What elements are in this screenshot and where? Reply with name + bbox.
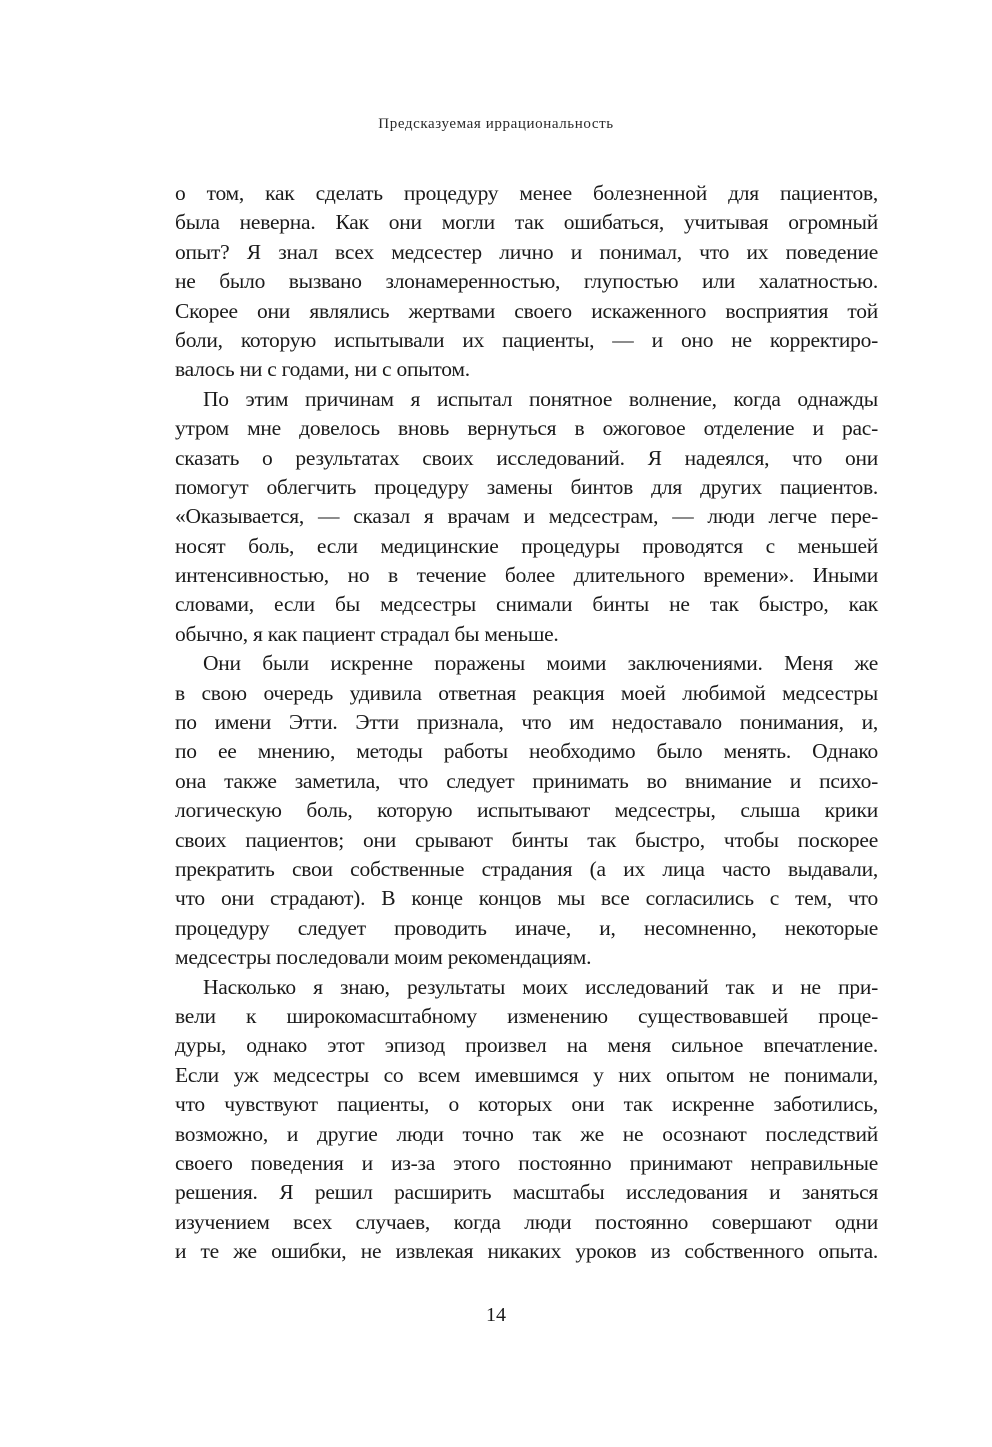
- paragraph: [175, 385, 878, 650]
- text-line: опыт? Я знал всех медсестер лично и понимал, что их поведение: [175, 239, 878, 264]
- text-line: своих пациентов; они срывают бинты так быстро, чтобы поскорее: [175, 827, 878, 852]
- text-line: логическую боль, которую испытывают медсестры, слыша крики: [175, 798, 878, 823]
- text-line: Насколько я знаю, результаты моих исследований так и не при-: [203, 974, 878, 999]
- text-line: медсестры последовали моим рекомендациям.: [175, 945, 592, 970]
- text-line: боли, которую испытывали их пациенты, — и оно не корректиро-: [175, 327, 878, 352]
- text-line: в свою очередь удивила ответная реакция моей любимой медсестры: [175, 680, 878, 705]
- text-line: дуры, однако этот эпизод произвел на меня сильное впечатление.: [175, 1033, 878, 1058]
- paragraph: [175, 179, 878, 385]
- text-line: изучением всех случаев, когда люди постоянно совершают одни: [175, 1209, 878, 1234]
- text-line: сказать о результатах своих исследований. Я надеялся, что они: [175, 445, 878, 470]
- text-line: словами, если бы медсестры снимали бинты не так быстро, как: [175, 592, 878, 617]
- text-line: прекратить свои собственные страдания (а их лица часто выдавали,: [175, 856, 878, 881]
- text-line: «Оказывается, — сказал я врачам и медсестрам, — люди легче пере-: [175, 504, 878, 529]
- text-line: вели к широкомасштабному изменению существовавшей проце-: [175, 1003, 878, 1028]
- text-line: о том, как сделать процедуру менее болезненной для пациентов,: [175, 181, 878, 205]
- text-line: процедуру следует проводить иначе, и, несомненно, некоторые: [175, 915, 878, 940]
- text-line: помогут облегчить процедуру замены бинтов для других пациентов.: [175, 474, 878, 499]
- body-text: [175, 179, 878, 1266]
- text-line: Они были искренне поражены моими заключениями. Меня же: [203, 651, 878, 676]
- text-line: своего поведения и из-за этого постоянно принимают неправильные: [175, 1150, 878, 1175]
- text-line: что они страдают). В конце концов мы все согласились с тем, что: [175, 886, 878, 911]
- text-line: возможно, и другие люди точно так же не осознают последствий: [175, 1121, 878, 1146]
- paragraph: [175, 973, 878, 1267]
- text-line: была неверна. Как они могли так ошибаться, учитывая огромный: [175, 210, 878, 235]
- text-line: что чувствуют пациенты, о которых они так искренне заботились,: [175, 1092, 878, 1117]
- text-line: не было вызвано злонамеренностью, глупостью или халатностью.: [175, 269, 878, 294]
- text-line: носят боль, если медицинские процедуры проводятся с меньшей: [175, 533, 878, 558]
- running-header: Предсказуемая иррациональность: [378, 116, 614, 132]
- text-line: Если уж медсестры со всем имевшимся у них опытом не понимали,: [175, 1062, 878, 1087]
- text-line: валось ни с годами, ни с опытом.: [175, 357, 470, 382]
- text-line: интенсивностью, но в течение более длительного времени». Иными: [175, 563, 878, 588]
- paragraph: [175, 649, 878, 972]
- text-line: решения. Я решил расширить масштабы исследования и заняться: [175, 1180, 878, 1205]
- text-line: она также заметила, что следует принимать во внимание и психо-: [175, 768, 878, 793]
- text-line: Скорее они являлись жертвами своего искаженного восприятия той: [175, 298, 878, 323]
- text-line: по имени Этти. Этти признала, что им недоставало понимания, и,: [175, 710, 878, 735]
- text-line: по ее мнению, методы работы необходимо было менять. Однако: [175, 739, 878, 764]
- text-line: обычно, я как пациент страдал бы меньше.: [175, 621, 559, 646]
- text-line: утром мне довелось вновь вернуться в ожоговое отделение и рас-: [175, 416, 878, 441]
- text-line: По этим причинам я испытал понятное волнение, когда однажды: [203, 386, 878, 411]
- text-line: и те же ошибки, не извлекая никаких уроков из собственного опыта.: [175, 1239, 878, 1264]
- page-number: 14: [486, 1304, 506, 1326]
